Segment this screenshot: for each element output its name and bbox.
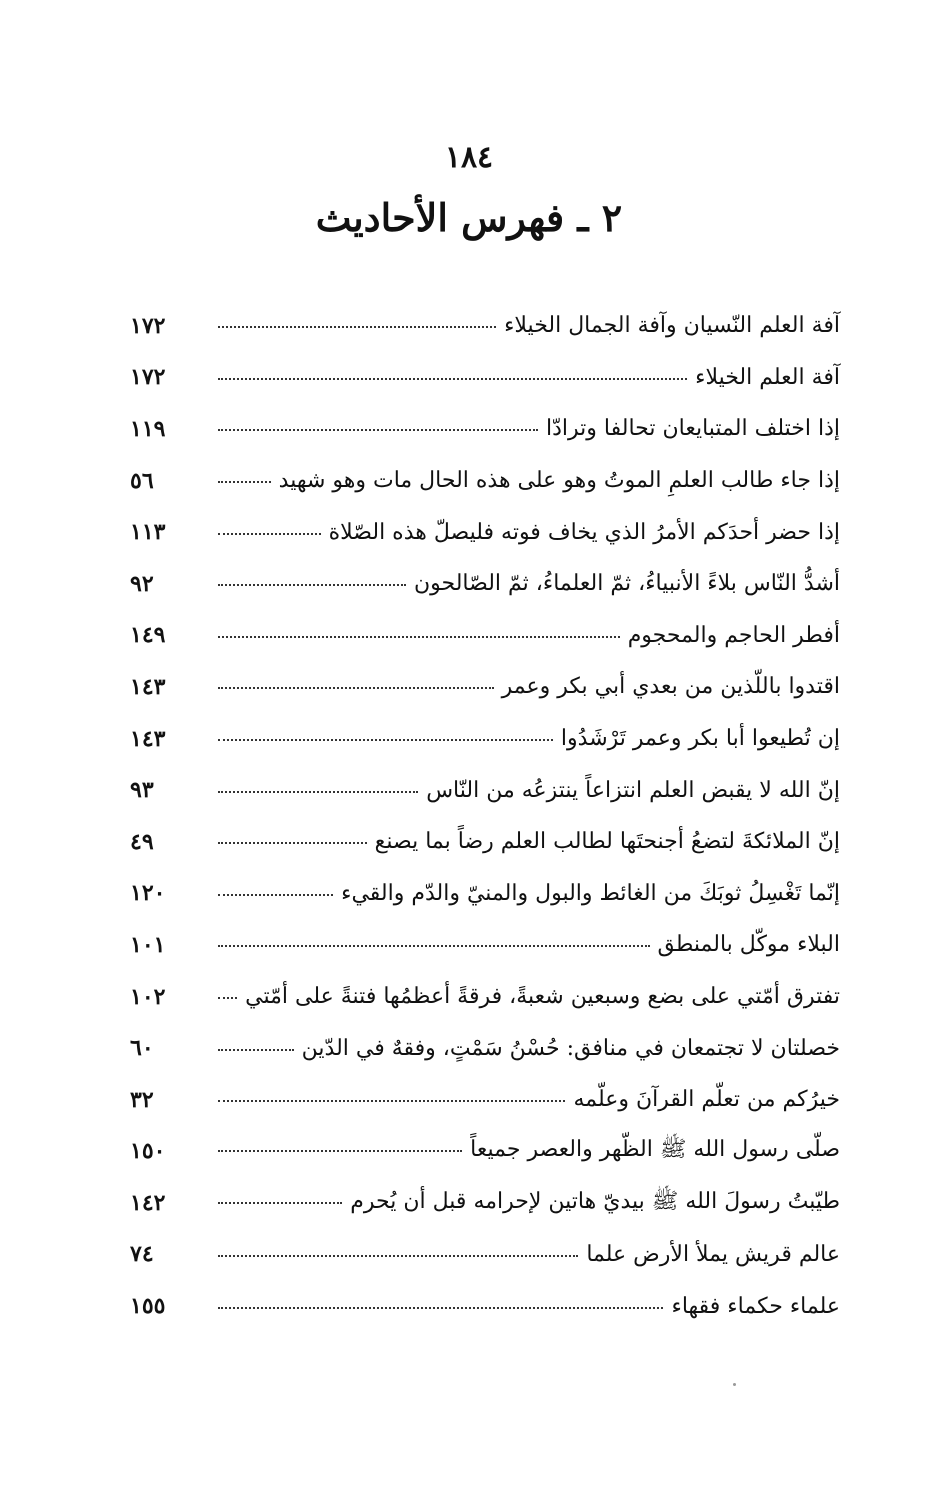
dot-leader bbox=[218, 1254, 578, 1257]
entry-body bbox=[190, 829, 840, 854]
entry-body bbox=[190, 623, 840, 648]
entry-body bbox=[190, 674, 840, 699]
dot-leader bbox=[218, 944, 650, 947]
dot-leader bbox=[218, 893, 333, 896]
index-entry bbox=[130, 1126, 840, 1178]
entry-body bbox=[190, 932, 840, 957]
index-entry bbox=[130, 1177, 840, 1229]
entry-hadith-text: إن تُطيعوا أبا بكر وعمر تَرْشَدُوا bbox=[560, 726, 840, 752]
entry-hadith-text: آفة العلم النّسيان وآفة الجمال الخيلاء bbox=[504, 313, 840, 339]
entry-hadith-text: عالم قريش يملأ الأرض علما bbox=[586, 1241, 840, 1267]
dot-leader bbox=[218, 996, 237, 999]
entry-page-number: ٥٦ bbox=[130, 467, 154, 494]
index-entry bbox=[130, 506, 840, 558]
entry-body bbox=[190, 726, 840, 751]
dot-leader bbox=[218, 738, 553, 741]
entry-page-number: ١١٩ bbox=[130, 415, 166, 442]
index-entry bbox=[130, 661, 840, 713]
entry-body bbox=[190, 1036, 840, 1061]
entry-hadith-text: أفطر الحاجم والمحجوم bbox=[627, 622, 840, 648]
entry-page-number: ١٧٢ bbox=[130, 312, 166, 339]
entry-hadith-text: البلاء موكّل بالمنطق bbox=[657, 932, 840, 958]
entry-page-number: ٩٣ bbox=[130, 777, 154, 804]
entry-page-number: ١٠٢ bbox=[130, 983, 166, 1010]
dot-leader bbox=[218, 428, 538, 431]
entry-page-number: ٦٠ bbox=[130, 1035, 154, 1062]
entry-hadith-text: اقتدوا باللّذين من بعدي أبي بكر وعمر bbox=[501, 674, 840, 700]
dot-leader bbox=[218, 532, 321, 535]
dot-leader bbox=[218, 1306, 663, 1309]
scan-speck bbox=[733, 1383, 736, 1386]
entry-page-number: ٤٩ bbox=[130, 828, 154, 855]
entry-body bbox=[190, 416, 840, 441]
entry-page-number: ١٥٥ bbox=[130, 1293, 166, 1320]
entry-page-number: ١٤٣ bbox=[130, 673, 166, 700]
entry-hadith-text: إنّ الله لا يقبض العلم انتزاعاً ينتزعُه من النّاس bbox=[426, 777, 840, 803]
index-entry bbox=[130, 764, 840, 816]
index-entry bbox=[130, 352, 840, 404]
index-entry bbox=[130, 558, 840, 610]
entry-page-number: ٣٢ bbox=[130, 1086, 154, 1113]
entry-body bbox=[190, 881, 840, 906]
entry-page-number: ٧٤ bbox=[130, 1241, 154, 1268]
entry-body bbox=[190, 984, 840, 1009]
dot-leader bbox=[218, 1149, 462, 1152]
entry-body bbox=[190, 468, 840, 493]
entry-hadith-text: إذا اختلف المتبايعان تحالفا وترادّا bbox=[546, 416, 840, 442]
dot-leader bbox=[218, 1048, 294, 1051]
entry-body bbox=[190, 1087, 840, 1112]
entry-hadith-text: إذا جاء طالب العلمِ الموتُ وهو على هذه الحال مات وهو شهيد bbox=[278, 468, 840, 494]
entry-hadith-text: تفترق أمّتي على بضع وسبعين شعبةً، فرقةً أعظمُها فتنةً على أمّتي bbox=[245, 984, 840, 1010]
entry-body bbox=[190, 1294, 840, 1319]
entry-page-number: ١٤٣ bbox=[130, 725, 166, 752]
entry-page-number: ١٧٢ bbox=[130, 364, 166, 391]
dot-leader bbox=[218, 790, 418, 793]
dot-leader bbox=[218, 841, 367, 844]
entry-hadith-text: آفة العلم الخيلاء bbox=[695, 364, 840, 390]
entry-hadith-text: إذا حضر أحدَكم الأمرُ الذي يخاف فوته فليصلّ هذه الصّلاة bbox=[328, 519, 840, 545]
dot-leader bbox=[218, 377, 687, 380]
entry-page-number: ٩٢ bbox=[130, 570, 154, 597]
entry-page-number: ١٢٠ bbox=[130, 880, 166, 907]
entry-body bbox=[190, 1187, 840, 1219]
hadith-index-list bbox=[130, 300, 840, 1332]
entry-hadith-text: صلّى رسول الله ﷺ الظّهر والعصر جميعاً bbox=[470, 1137, 840, 1163]
entry-hadith-text: طيّبتُ رسولَ الله ﷺ بيديّ هاتين لإحرامه قبل أن يُحرم bbox=[350, 1188, 840, 1214]
dot-leader bbox=[218, 583, 406, 586]
index-entry bbox=[130, 300, 840, 352]
index-entry bbox=[130, 971, 840, 1023]
entry-body bbox=[190, 520, 840, 545]
index-entry bbox=[130, 1074, 840, 1126]
entry-body bbox=[190, 778, 840, 803]
entry-hadith-text: أشدُّ النّاس بلاءً الأنبياءُ، ثمّ العلماءُ، ثمّ الصّالحون bbox=[414, 571, 840, 597]
entry-page-number: ١٤٢ bbox=[130, 1189, 166, 1216]
index-entry bbox=[130, 1022, 840, 1074]
entry-hadith-text: علماء حكماء فقهاء bbox=[671, 1293, 840, 1319]
index-entry bbox=[130, 868, 840, 920]
dot-leader bbox=[218, 325, 496, 328]
index-entry bbox=[130, 919, 840, 971]
dot-leader bbox=[218, 635, 620, 638]
index-entry bbox=[130, 816, 840, 868]
index-entry bbox=[130, 403, 840, 455]
entry-hadith-text: خيرُكم من تعلّم القرآنَ وعلّمه bbox=[573, 1087, 840, 1113]
dot-leader bbox=[218, 1099, 565, 1102]
entry-hadith-text: إنّما تَغْسِلُ ثوبَكَ من الغائط والبول والمنيّ والدّم والقيء bbox=[341, 880, 840, 906]
entry-body bbox=[190, 1135, 840, 1167]
dot-leader bbox=[218, 686, 494, 689]
entry-hadith-text: إنّ الملائكةَ لتضعُ أجنحتَها لطالب العلم رضاً بما يصنع bbox=[374, 829, 840, 855]
index-entry bbox=[130, 455, 840, 507]
entry-hadith-text: خصلتان لا تجتمعان في منافق: حُسْنُ سَمْتٍ، وفقهٌ في الدّين bbox=[301, 1035, 840, 1061]
entry-body bbox=[190, 1242, 840, 1267]
index-entry bbox=[130, 1280, 840, 1332]
entry-page-number: ١٥٠ bbox=[130, 1138, 166, 1165]
index-entry bbox=[130, 1229, 840, 1281]
entry-body bbox=[190, 313, 840, 338]
index-entry bbox=[130, 610, 840, 662]
entry-body bbox=[190, 365, 840, 390]
dot-leader bbox=[218, 1201, 342, 1204]
entry-page-number: ١١٣ bbox=[130, 519, 166, 546]
index-entry bbox=[130, 713, 840, 765]
entry-page-number: ١٤٩ bbox=[130, 622, 166, 649]
page-number: ١٨٤ bbox=[444, 140, 494, 175]
dot-leader bbox=[218, 480, 271, 483]
entry-body bbox=[190, 571, 840, 596]
section-title: ٢ ـ فهرس الأحاديث bbox=[315, 195, 623, 240]
entry-page-number: ١٠١ bbox=[130, 931, 166, 958]
